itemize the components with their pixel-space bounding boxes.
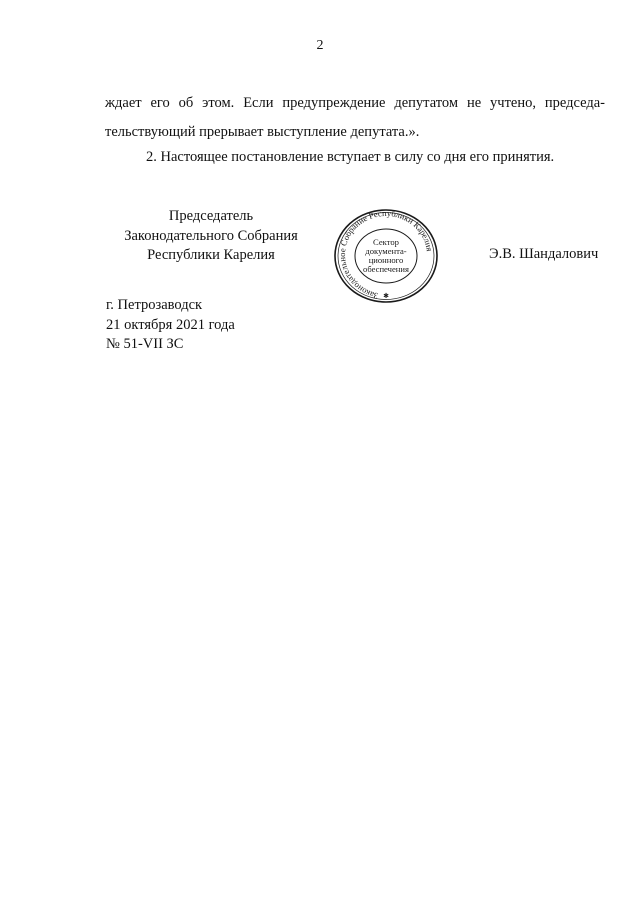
page-number: 2 (316, 38, 324, 53)
document-date: 21 октября 2021 года (106, 316, 235, 333)
signatory-title-line-1: Председатель (168, 208, 254, 224)
official-seal (327, 208, 445, 304)
signatory-title-line-3: Республики Карелия (147, 247, 275, 263)
seal-center-line-3: ционного (368, 255, 404, 265)
document-number: № 51-VII ЗС (106, 336, 184, 352)
document-meta (106, 296, 235, 355)
seal-star-icon: ✱ (383, 292, 389, 300)
signatory-title (115, 207, 307, 266)
seal-center-line-4: обеспечения (363, 264, 409, 274)
seal-center-line-1: Сектор (373, 237, 399, 247)
seal-ring-textpath: Законодательное Собрание Республики Карелия (336, 208, 435, 302)
signatory-title-line-2: Законодательного Собрания (124, 227, 298, 244)
paragraph-1-line-1: ждает его об этом. Если предупреждение депутатом не учтено, председа- (105, 95, 605, 111)
paragraph-1-line-2: тельствующий прерывает выступление депутата.». (105, 124, 420, 140)
signatory-name: Э.В. Шандалович (489, 246, 599, 262)
document-city: г. Петрозаводск (106, 297, 203, 313)
paragraph-2: 2. Настоящее постановление вступает в силу со дня его принятия. (146, 149, 555, 165)
seal-center-line-2: документа- (365, 246, 407, 256)
